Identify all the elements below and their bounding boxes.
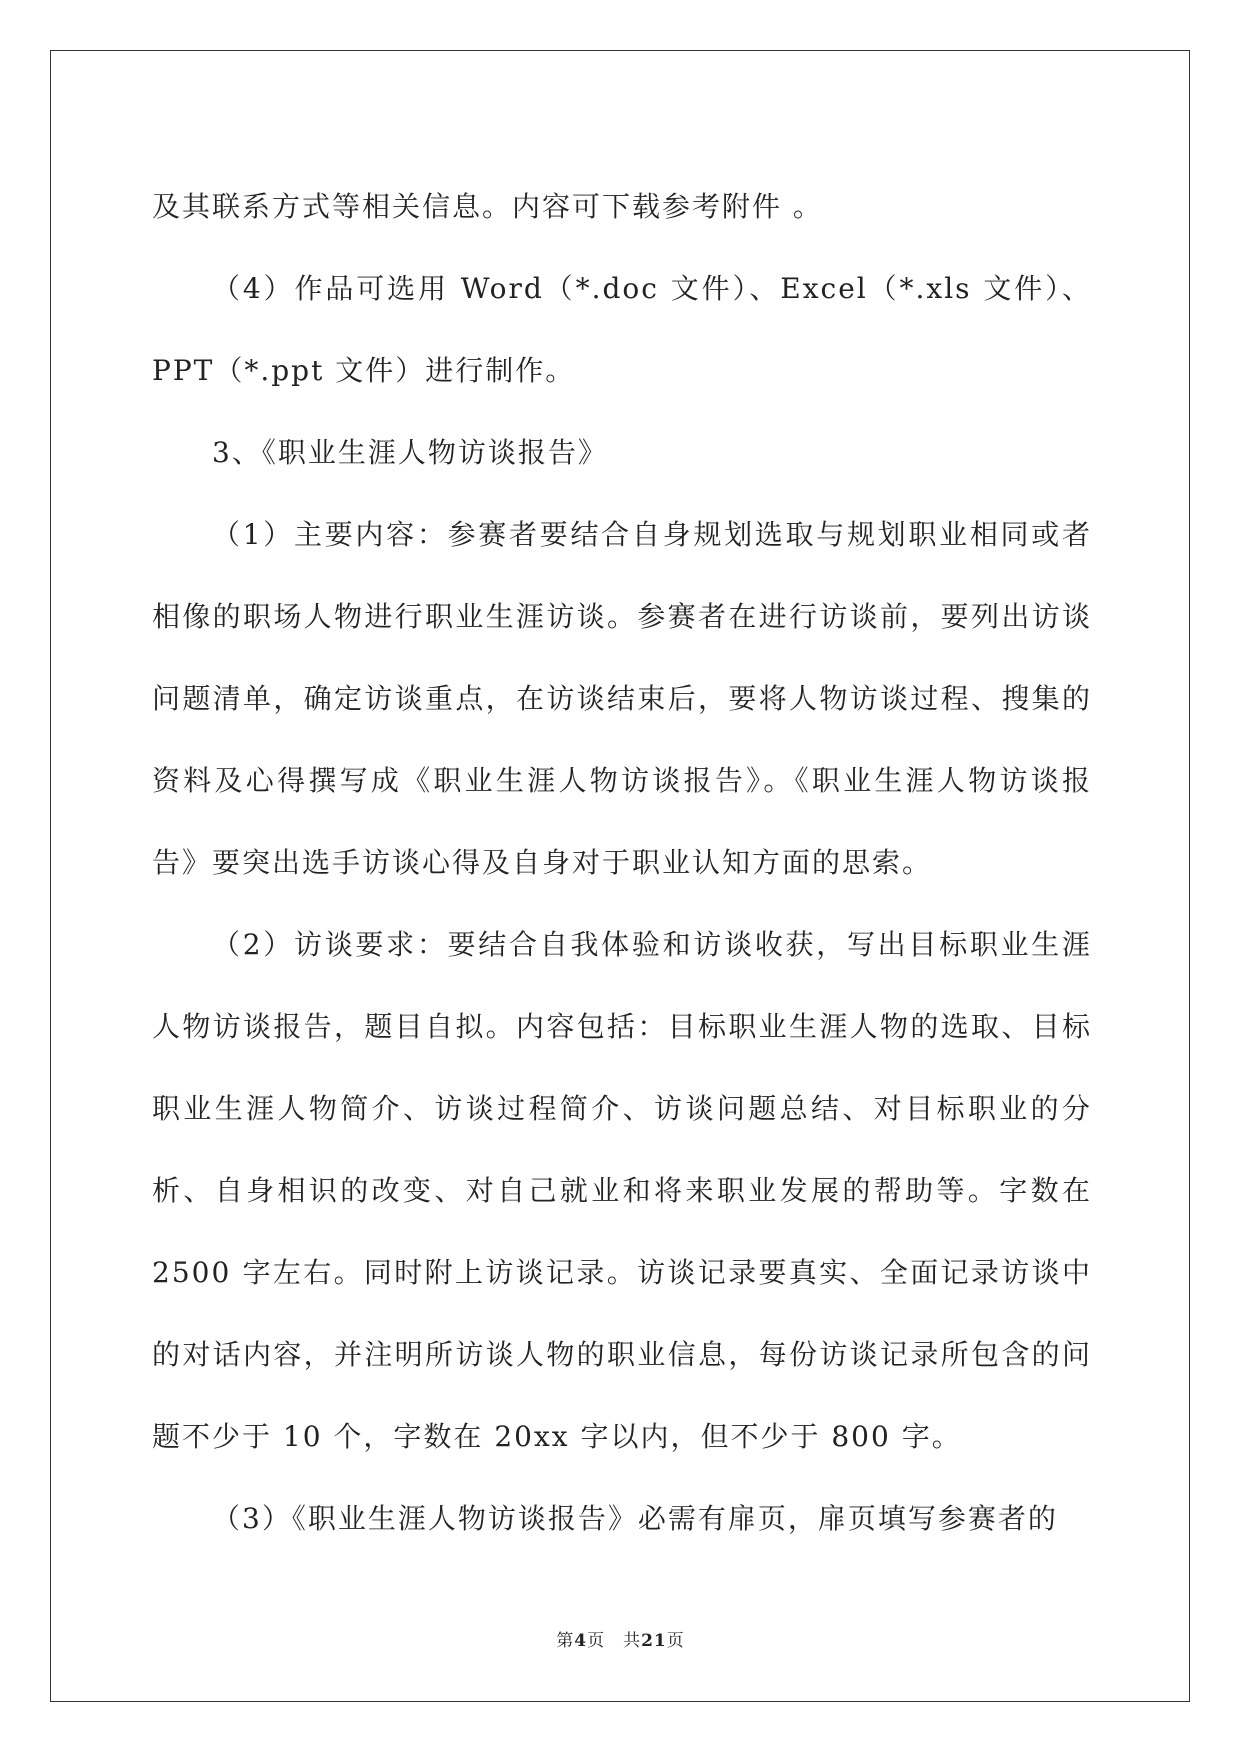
footer-total-prefix: 共 <box>623 1631 642 1651</box>
page-footer <box>0 1626 1241 1651</box>
paragraph-1: 及其联系方式等相关信息。内容可下载参考附件 。 <box>152 190 823 223</box>
footer-total-pages: 21 <box>641 1631 667 1651</box>
document-body <box>152 166 1092 1560</box>
section-heading: 3、《职业生涯人物访谈报告》 <box>212 436 608 469</box>
footer-total-suffix: 页 <box>666 1631 685 1651</box>
footer-page-word: 页 <box>587 1631 606 1651</box>
paragraph-title-page: （3）《职业生涯人物访谈报告》必需有扉页，扉页填写参赛者的 <box>212 1502 1058 1535</box>
footer-current-page: 4 <box>574 1631 588 1651</box>
paragraph-2: （4）作品可选用 Word（*.doc 文件）、Excel（*.xls 文件）、PPT（*.ppt 文件）进行制作。 <box>152 272 1092 387</box>
paragraph-main-content: （1）主要内容：参赛者要结合自身规划选取与规划职业相同或者相像的职场人物进行职业生涯访谈。参赛者在进行访谈前，要列出访谈问题清单，确定访谈重点，在访谈结束后，要将人物访谈过程、搜集的资料及心得撰写成《职业生涯人物访谈报告》。《职业生涯人物访谈报告》要突出选手访谈心得及自身对于职业认知方面的思索。 <box>152 518 1092 879</box>
paragraph-interview-requirements: （2）访谈要求：要结合自我体验和访谈收获，写出目标职业生涯人物访谈报告，题目自拟。内容包括：目标职业生涯人物的选取、目标职业生涯人物简介、访谈过程简介、访谈问题总结、对目标职业的分析、自身相识的改变、对自己就业和将来职业发展的帮助等。字数在 2500 字左右。同时附上访谈记录。访谈记录要真实、全面记录访谈中的对话内容，并注明所访谈人物的职业信息，每份访谈记录所包含的问题不少于 10 个，字数在 20xx 字以内，但不少于 800 字。 <box>152 928 1092 1453</box>
footer-prefix: 第 <box>556 1631 575 1651</box>
